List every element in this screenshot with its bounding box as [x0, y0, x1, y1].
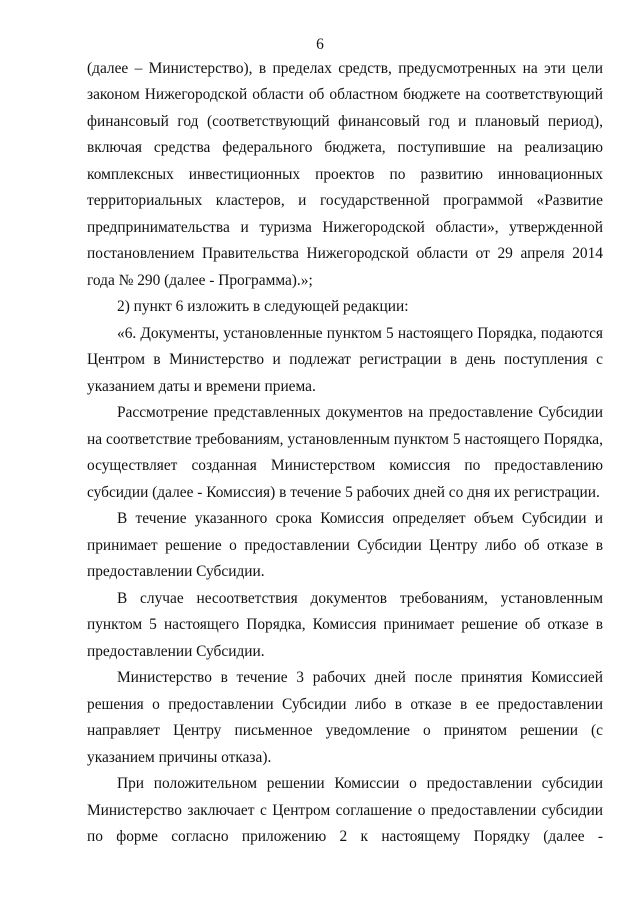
- text-line: Министерство в течение 3 рабочих дней после принятия Комиссией: [117, 669, 603, 686]
- text-line: пунктом 5 настоящего Порядка, Комиссия принимает решение об отказе в: [87, 616, 603, 633]
- text-line: предоставлении Субсидии.: [87, 563, 265, 580]
- text-line: Рассмотрение представленных документов на предоставление Субсидии: [117, 404, 603, 421]
- text-line: по форме согласно приложению 2 к настоящему Порядку (далее -: [87, 828, 603, 845]
- text-line: направляет Центру письменное уведомление о принятом решении (с: [87, 722, 603, 739]
- text-line: законом Нижегородской области об областном бюджете на соответствующий: [87, 86, 603, 103]
- page-number: 6: [316, 36, 324, 53]
- text-line: указанием даты и времени приема.: [87, 378, 316, 395]
- text-line: субсидии (далее - Комиссия) в течение 5 рабочих дней со дня их регистрации.: [87, 484, 600, 501]
- text-line: предоставлении Субсидии.: [87, 643, 265, 660]
- text-line: решения о предоставлении Субсидии либо в отказе в ее предоставлении: [87, 696, 603, 713]
- text-line: При положительном решении Комиссии о предоставлении субсидии: [117, 775, 603, 792]
- text-line: на соответствие требованиям, установленным пунктом 5 настоящего Порядка,: [87, 431, 603, 448]
- text-line: (далее – Министерство), в пределах средств, предусмотренных на эти цели: [87, 60, 603, 77]
- text-line: комплексных инвестиционных проектов по развитию инновационных: [87, 166, 603, 183]
- text-line: указанием причины отказа).: [87, 749, 272, 766]
- text-line: территориальных кластеров, и государственной программой «Развитие: [87, 192, 603, 209]
- text-line: В случае несоответствия документов требованиям, установленным: [117, 590, 603, 607]
- text-line: В течение указанного срока Комиссия определяет объем Субсидии и: [117, 510, 603, 527]
- text-line: года № 290 (далее - Программа).»;: [87, 272, 313, 289]
- text-line: предпринимательства и туризма Нижегородской области», утвержденной: [87, 219, 603, 236]
- text-line: финансовый год (соответствующий финансовый год и плановый период),: [87, 113, 603, 130]
- text-line: осуществляет созданная Министерством комиссия по предоставлению: [87, 457, 603, 474]
- text-line: включая средства федерального бюджета, поступившие на реализацию: [87, 139, 603, 156]
- text-line: «6. Документы, установленные пунктом 5 настоящего Порядка, подаются: [117, 325, 603, 342]
- text-line: постановлением Правительства Нижегородской области от 29 апреля 2014: [87, 245, 603, 262]
- text-line: Министерство заключает с Центром соглашение о предоставлении субсидии: [87, 802, 603, 819]
- text-line: принимает решение о предоставлении Субсидии Центру либо об отказе в: [87, 537, 603, 554]
- text-line: Центром в Министерство и подлежат регистрации в день поступления с: [87, 351, 603, 368]
- text-line: 2) пункт 6 изложить в следующей редакции:: [117, 298, 409, 315]
